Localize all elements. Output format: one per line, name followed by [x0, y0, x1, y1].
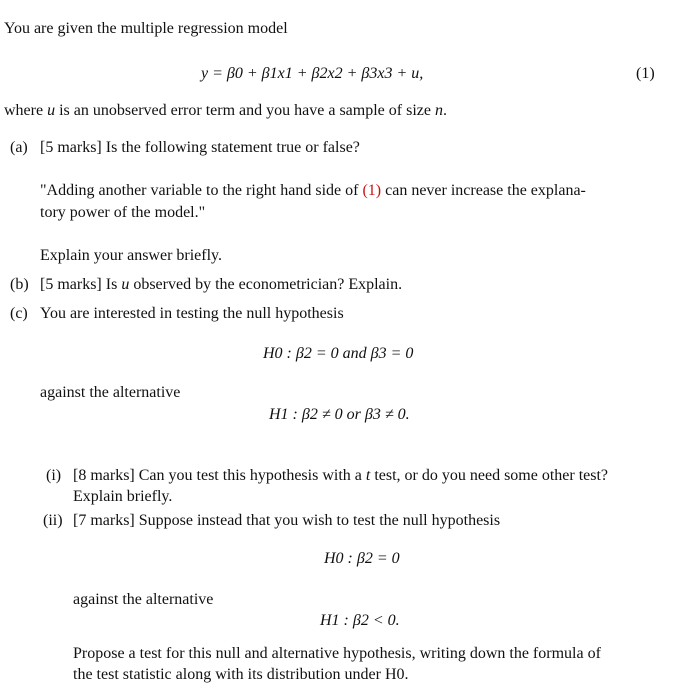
where-text: where u is an unobserved error term and you have a sample of size n. [4, 102, 447, 119]
sub-i-line2: Explain briefly. [73, 488, 173, 505]
model-equation-text: y = β0 + β1x1 + β2x2 + β3x3 + u, [201, 65, 424, 82]
equation-number: (1) [636, 65, 655, 82]
part-a-quote-line2: tory power of the model." [40, 204, 206, 221]
sub-i-line1-b: test, or do you need some other test? [374, 467, 609, 484]
sub-ii-against: against the alternative [73, 591, 214, 608]
sub-i-line1-a: [8 marks] Can you test this hypothesis with a [73, 467, 362, 484]
quote-line1-b: can never increase the explana- [385, 182, 586, 199]
part-a-explain: Explain your answer briefly. [40, 247, 223, 264]
equation-reference-link[interactable]: (1) [362, 182, 382, 199]
part-a-label: (a) [10, 139, 28, 156]
part-c-alt-hypothesis: H1 : β2 ≠ 0 or β3 ≠ 0. [269, 406, 410, 423]
where-var: u [47, 102, 56, 119]
part-b-text [40, 275, 402, 295]
sub-ii-label: (ii) [43, 512, 63, 529]
sub-ii-final-line1: Propose a test for this null and alternative hypothesis, writing down the formula of [73, 645, 601, 662]
intro-text: You are given the multiple regression model [4, 20, 288, 37]
where-text-a: where [4, 102, 44, 119]
part-b-text-a: [5 marks] Is [40, 276, 118, 293]
quote-line1-a: "Adding another variable to the right hand side of [40, 182, 359, 199]
sub-ii-alt-hypothesis: H1 : β2 < 0. [320, 612, 400, 629]
sub-ii-text: [7 marks] Suppose instead that you wish to test the null hypothesis [73, 512, 501, 529]
part-c-label: (c) [10, 305, 28, 322]
part-c-against: against the alternative [40, 384, 181, 401]
where-n: n [434, 102, 443, 119]
part-c-null-hypothesis: H0 : β2 = 0 and β3 = 0 [263, 345, 414, 362]
sub-ii-null-hypothesis: H0 : β2 = 0 [324, 550, 400, 567]
sub-ii-final-line2: the test statistic along with its distribution under H0. [73, 666, 409, 683]
part-b-label: (b) [10, 276, 29, 293]
part-b-var: u [121, 276, 130, 293]
sub-i-line1 [73, 466, 608, 486]
part-a-quote-line1 [40, 181, 660, 201]
model-equation [201, 64, 423, 84]
sub-i-t: t [365, 467, 371, 484]
where-text-b: is an unobserved error term and you have a sample of size [59, 102, 431, 119]
part-a-text: [5 marks] Is the following statement true or false? [40, 139, 360, 156]
part-c-text: You are interested in testing the null hypothesis [40, 305, 344, 322]
sub-i-label: (i) [46, 467, 62, 484]
part-b-text-b: observed by the econometrician? Explain. [133, 276, 403, 293]
